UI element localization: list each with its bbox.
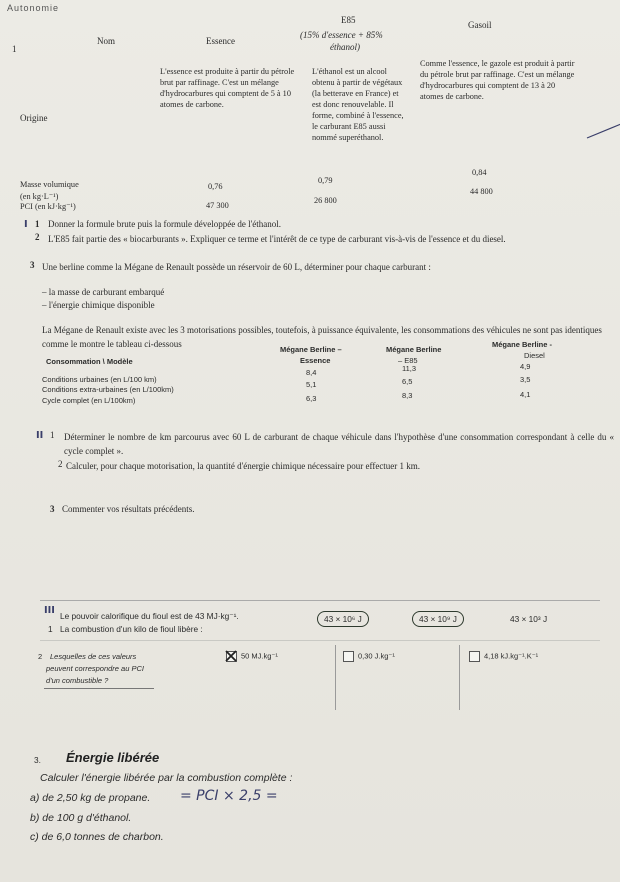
- qcm-statement-2: La combustion d'un kilo de fioul libère :: [60, 624, 203, 634]
- qcm-option-3[interactable]: 43 × 10³ J: [510, 614, 548, 624]
- table1-col-e85-sub: (15% d'essence + 85%: [300, 30, 383, 40]
- table2-row-label: Cycle complet (en L/100km): [42, 396, 136, 405]
- q3-text: Une berline comme la Mégane de Renault possède un réservoir de 60 L, déterminer pour chaque carburant :: [42, 262, 431, 272]
- q2-text: L'E85 fait partie des « biocarburants ». Expliquer ce terme et l'intérêt de ce type de carburant vis-à-vis de l'essence et du diesel.: [48, 234, 506, 244]
- table1-pci-gasoil: 44 800: [470, 187, 493, 196]
- part2-q1-text: Déterminer le nombre de km parcourus avec 60 L de carburant de chaque véhicule dans l'hypothèse d'une consommation correspondant à celle du « cycle complet ».: [64, 432, 614, 456]
- qcm-col-divider: [459, 645, 460, 710]
- qcm-row-divider: [40, 640, 600, 641]
- margin-strikethrough-icon: [585, 120, 620, 160]
- qcm-statement-1: Le pouvoir calorifique du fioul est de 43 MJ·kg⁻¹.: [60, 611, 239, 621]
- table1-origine-label: Origine: [20, 113, 48, 123]
- energy-item-b: b) de 100 g d'éthanol.: [30, 812, 132, 824]
- qcm-statement2-line3: d'un combustible ?: [46, 676, 109, 685]
- table1-pci-label: PCI (en kJ·kg⁻¹): [20, 202, 76, 211]
- table2-head-c1b: Essence: [300, 356, 331, 365]
- q1-text: Donner la formule brute puis la formule développée de l'éthanol.: [48, 219, 282, 229]
- qcm2-option-1[interactable]: [226, 651, 278, 662]
- q3-item-mass: – la masse de carburant embarqué: [42, 287, 165, 297]
- table2-cell: 5,1: [306, 380, 317, 389]
- table2-cell: 11,3: [402, 364, 417, 373]
- checkbox-icon[interactable]: [343, 651, 354, 662]
- section-divider: [40, 600, 600, 601]
- consumption-intro: La Mégane de Renault existe avec les 3 motorisations possibles, toutefois, à puissance équivalente, les consommations des véhicules ne sont pas identiques comme le montre le tableau ci-dessous: [42, 325, 602, 349]
- qcm2-option-3-label: 4,18 kJ.kg⁻¹.K⁻¹: [484, 651, 539, 661]
- part2-q1-number: 1: [50, 430, 55, 440]
- qcm-row1-number: 1: [48, 624, 53, 634]
- table2-head-c2a: Mégane Berline: [386, 345, 442, 354]
- table1-row-number: 1: [12, 44, 17, 54]
- checkbox-icon[interactable]: [469, 651, 480, 662]
- qcm-col-divider: [335, 645, 336, 710]
- table1-col-e85-sub2: éthanol): [330, 42, 360, 52]
- q2-number: 2: [35, 232, 40, 242]
- table1-col-name: Nom: [97, 36, 115, 46]
- qcm2-option-2-label: 0,30 J.kg⁻¹: [358, 651, 395, 661]
- qcm-option-2-circled[interactable]: 43 × 10⁹ J: [412, 611, 464, 627]
- qcm-statement2-line2: peuvent correspondre au PCI: [46, 664, 144, 673]
- table2-row-label: Conditions extra-urbaines (en L/100km): [42, 385, 174, 394]
- energy-item-a-handwritten: = PCI × 2,5 =: [180, 788, 278, 804]
- table2-row-label: Conditions urbaines (en L/100 km): [42, 375, 157, 384]
- q3-number: 3: [30, 260, 35, 270]
- qcm-underline: [44, 688, 154, 689]
- part2-q3-number: 3: [50, 504, 55, 514]
- table2-head-c3b: Diesel: [524, 351, 545, 360]
- energy-intro: Calculer l'énergie libérée par la combustion complète :: [40, 772, 293, 784]
- table2-cell: 6,5: [402, 377, 413, 386]
- qcm-row2-number: 2: [38, 652, 43, 661]
- energy-section-title: Énergie libérée: [66, 750, 160, 765]
- table1-origine-e85: L'éthanol est un alcool obtenu à partir de végétaux (la betterave en France) et est donc renouvelable. Il forme, combiné à l'essence, le carburant E85 aussi nommé superéthanol.: [312, 67, 404, 142]
- q1-number: 1: [35, 219, 40, 229]
- table2-head-label: Consommation \ Modèle: [46, 357, 133, 366]
- part2-q2-number: 2: [58, 459, 63, 469]
- energy-item-a: a) de 2,50 kg de propane.: [30, 792, 151, 804]
- part2-hand-mark: II: [36, 430, 44, 441]
- table2-cell: 8,3: [402, 391, 413, 400]
- q1-hand-mark: I: [24, 219, 28, 230]
- page-header-title: Autonomie: [7, 3, 60, 13]
- part2-q2-text: Calculer, pour chaque motorisation, la quantité d'énergie chimique nécessaire pour effectuer 1 km.: [66, 461, 421, 471]
- qcm2-option-2[interactable]: [343, 651, 395, 662]
- table2-cell: 3,5: [520, 375, 531, 384]
- table2-head-c1a: Mégane Berline –: [280, 345, 342, 354]
- part2-q3-text: Commenter vos résultats précédents.: [62, 504, 195, 514]
- part3-hand-mark: III: [44, 605, 55, 616]
- table1-origine-gasoil: Comme l'essence, le gazole est produit à partir du pétrole brut par raffinage. C'est un mélange d'hydrocarbures qui comptent de 13 à 20 atomes de carbone.: [420, 59, 575, 101]
- table1-pci-essence: 47 300: [206, 201, 229, 210]
- table1-masse-label: Masse volumique: [20, 180, 79, 189]
- table2-cell: 4,1: [520, 390, 531, 399]
- table2-cell: 8,4: [306, 368, 317, 377]
- table1-pci-e85: 26 800: [314, 196, 337, 205]
- table2-head-c3a: Mégane Berline -: [492, 340, 553, 349]
- energy-item-c: c) de 6,0 tonnes de charbon.: [30, 831, 164, 843]
- table1-masse-essence: 0,76: [208, 182, 223, 191]
- table2-head-c2b: – E85: [398, 356, 418, 365]
- qcm2-option-3[interactable]: [469, 651, 538, 662]
- qcm2-option-1-label: 50 MJ.kg⁻¹: [241, 651, 278, 661]
- table2-cell: 6,3: [306, 394, 317, 403]
- table1-col-gasoil: Gasoil: [468, 20, 492, 30]
- table1-col-essence: Essence: [206, 36, 235, 46]
- table2-cell: 4,9: [520, 362, 531, 371]
- qcm-statement2-line1: Lesquelles de ces valeurs: [50, 652, 137, 661]
- table1-masse-unit: (en kg·L⁻¹): [20, 192, 59, 201]
- table1-masse-e85: 0,79: [318, 176, 333, 185]
- table1-origine-essence: L'essence est produite à partir du pétrole brut par raffinage. C'est un mélange d'hydrocarbures qui comptent de 5 à 10 atomes de carbone.: [160, 67, 295, 109]
- table1-masse-gasoil: 0,84: [472, 168, 487, 177]
- energy-section-number: 3.: [34, 755, 41, 765]
- checkbox-checked-icon[interactable]: [226, 651, 237, 662]
- table1-col-e85-title: E85: [341, 15, 356, 25]
- q3-item-energy: – l'énergie chimique disponible: [42, 300, 155, 310]
- qcm-option-1-circled[interactable]: 43 × 10⁶ J: [317, 611, 369, 627]
